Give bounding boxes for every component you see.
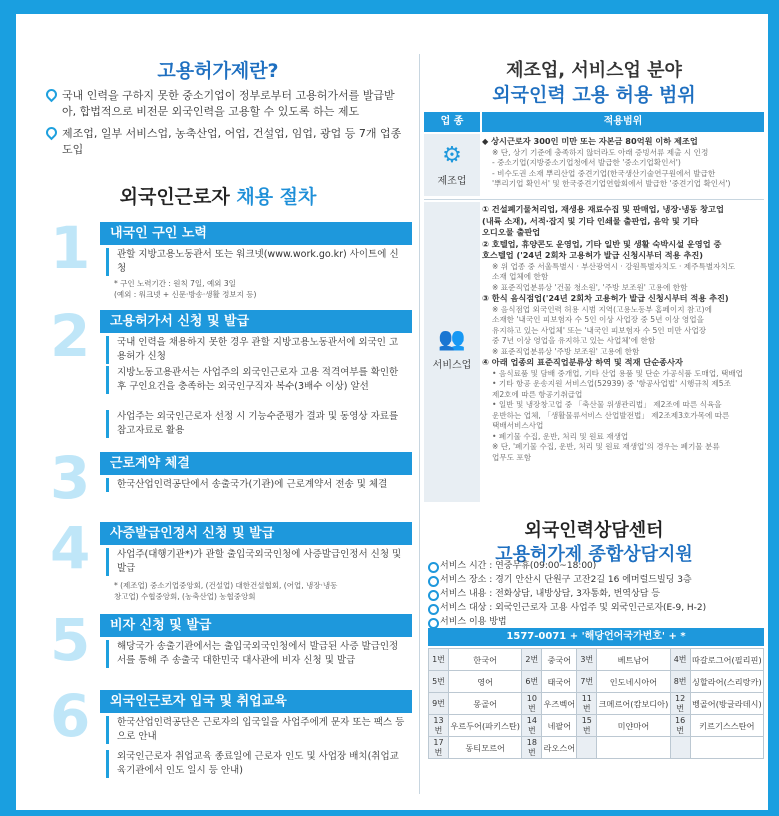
- language-name: 키르기스스탄어: [690, 715, 763, 737]
- service-scope-line: ※ 단, '폐기물 수집, 운반, 처리 및 원료 재생업'의 경우는 폐기물 분류: [492, 442, 720, 451]
- scope-manufacturing: [482, 136, 764, 190]
- language-name: 베트남어: [597, 649, 670, 671]
- language-row: [429, 671, 764, 693]
- language-number: 18번: [522, 737, 542, 759]
- service-usage: 서비스 이용 방법: [428, 615, 764, 629]
- right-panel: [420, 14, 768, 810]
- service-target: 서비스 대상 : 외국인근로자 고용 사업주 및 외국인근로자(E-9, H-2): [428, 601, 764, 615]
- industry-label: 서비스업: [432, 360, 472, 371]
- service-scope-line: 제2호에 따른 항공기취급업: [492, 389, 583, 399]
- language-name: 영어: [449, 671, 522, 693]
- service-scope-line: ③ 한식 음식점업('24년 2회차 고용허가 발급 신청시부터 적용 추진): [482, 293, 729, 303]
- service-scope-line: • 음식료품 및 담배 중개업, 기타 산업 용품 및 단순 가공식품 도매업, 택배업: [492, 368, 744, 378]
- language-name: 미얀마어: [597, 715, 670, 737]
- language-number: 11번: [577, 693, 597, 715]
- service-content: 서비스 내용 : 전화상담, 내방상담, 3자통화, 번역상담 등: [428, 587, 764, 601]
- language-number: 9번: [429, 693, 449, 715]
- location-pin-icon: [44, 125, 60, 141]
- left-panel: [16, 14, 420, 810]
- language-number: 2번: [522, 649, 542, 671]
- step-title: 고용허가서 신청 및 발급: [100, 310, 412, 333]
- scope-title-1: 제조업, 서비스업 분야: [506, 60, 682, 81]
- step-title: 내국인 구인 노력: [100, 222, 412, 245]
- service-scope-line: 호스텔업 ('24년 2회차 고용허가 발급 신청시부터 적용 추진): [482, 250, 704, 260]
- step-6-bullet-1: 한국산업인력공단은 근로자의 입국일을 사업주에게 문자 또는 팩스 등으로 안내: [106, 716, 406, 744]
- language-name: 우르두어(파키스탄): [449, 715, 522, 737]
- language-number: 15번: [577, 715, 597, 737]
- manufacturing-scope-line: - 중소기업(지방중소기업청에서 발급한 '중소기업확인서'): [492, 158, 681, 167]
- language-number: 1번: [429, 649, 449, 671]
- step-number: 4: [50, 514, 91, 582]
- people-icon: 👥: [438, 327, 466, 352]
- step-2-bullet-2: 지방노동고용관서는 사업주의 외국인근로자 고용 적격여부를 확인한 후 구인요건을 충족하는 외국인구직자 복수(3배수 이상) 알선: [106, 366, 406, 394]
- step-1-note-1: * 구인 노력기간 : 원칙 7일, 예외 3일: [114, 279, 236, 288]
- language-name: 중국어: [542, 649, 577, 671]
- step-1-bullet-1: 관할 지방고용노동관서 또는 워크넷(www.work.go.kr) 사이트에 신청: [106, 248, 406, 276]
- center-title-1: 외국인력상담센터: [524, 520, 664, 541]
- language-number: [670, 737, 690, 759]
- intro-item-2: [46, 126, 406, 158]
- language-row: [429, 693, 764, 715]
- step-2-bullet-1: 국내 인력을 채용하지 못한 경우 관할 지방고용노동관서에 외국인 고용허가 신청: [106, 336, 406, 364]
- service-scope-line: (내륙 소재), 서적·잡지 및 기타 인쇄물 출판업, 음악 및 기타: [482, 215, 699, 226]
- language-number: 8번: [670, 671, 690, 693]
- scope-title-2: 외국인력 고용 허용 범위: [492, 84, 696, 106]
- step-1-note-2: (예외 : 워크넷 + 신문·방송·생활 정보지 등): [114, 290, 257, 299]
- language-name: 한국어: [449, 649, 522, 671]
- language-name: 따갈로그어(필리핀): [690, 649, 763, 671]
- step-title: 사증발급인정서 신청 및 발급: [100, 522, 412, 545]
- step-5-bullet-1: 해당국가 송출기관에서는 출입국외국인청에서 발급된 사증 발급인정서를 통해 주 송출국 대한민국 대사관에 비자 신청 및 발급: [106, 640, 406, 668]
- scope-service: [482, 204, 764, 463]
- language-name: 라오스어: [542, 737, 577, 759]
- step-title: 근로계약 체결: [100, 452, 412, 475]
- language-name: 우즈벡어: [542, 693, 577, 715]
- language-name: 크메르어(캄보디아): [597, 693, 670, 715]
- center-title-2: 고용허가제 종합상담지원: [495, 544, 693, 565]
- industry-label: 제조업: [437, 176, 467, 187]
- service-scope-line: ※ 음식점업 외국인력 허용 시범 지역(고용노동부 홈페이지 참고)에: [492, 304, 712, 314]
- service-scope-line: • 일반 및 냉장창고업 중 「축산물 위생관리법」 제2조에 따른 식육을: [492, 400, 722, 409]
- gear-icon: ⚙: [442, 143, 462, 168]
- step-title: 비자 신청 및 발급: [100, 614, 412, 637]
- language-number: 12번: [670, 693, 690, 715]
- service-scope-line: ② 호텔업, 휴양콘도 운영업, 기타 일반 및 생활 숙박시설 운영업 중: [482, 238, 722, 249]
- service-scope-line: 업무도 포함: [492, 452, 532, 462]
- location-pin-icon: [44, 87, 60, 103]
- step-title: 외국인근로자 입국 및 취업교육: [100, 690, 412, 713]
- service-scope-line: 오디오물 출판업: [482, 227, 541, 237]
- language-name: 동티모르어: [449, 737, 522, 759]
- language-row: [429, 715, 764, 737]
- step-number: 5: [50, 606, 91, 674]
- service-scope-line: ※ 표준직업분류상 '주방 보조원' 고용에 한함: [492, 346, 640, 356]
- language-number: 17번: [429, 737, 449, 759]
- language-name: 싱할라어(스리랑카): [690, 671, 763, 693]
- service-scope-line: • 폐기물 수집, 운반, 처리 및 원료 재생업: [492, 431, 629, 441]
- service-hours: 서비스 시간 : 연중무휴(09:00~18:00): [428, 559, 764, 573]
- manufacturing-scope-line: '뿌리기업 확인서' 및 한국중견기업연합회에서 발급한 '중견기업 확인서'): [492, 179, 731, 188]
- what-is-eps-title: 고용허가제란?: [157, 60, 279, 82]
- service-scope-line: • 기타 항공 운송지원 서비스업(52939) 중 '항공사업법' 시행규칙 제5조: [492, 379, 731, 388]
- language-number: 13번: [429, 715, 449, 737]
- step-number: 6: [50, 682, 91, 750]
- step-4-bullet-1: 사업주(대행기관*)가 관할 출입국외국인청에 사증발급인정서 신청 및 발급: [106, 548, 406, 576]
- language-table: [428, 648, 764, 759]
- steps-title-part1: 외국인근로자: [119, 186, 237, 208]
- service-scope-line: 중 7년 이상 영업을 유지하고 있는 사업체'에 한함: [492, 336, 656, 345]
- service-scope-line: 택배서비스사업: [492, 421, 544, 430]
- language-name: 몽골어: [449, 693, 522, 715]
- step-number: 2: [50, 302, 91, 370]
- language-number: 4번: [670, 649, 690, 671]
- service-scope-line: 소재 업체에 한함: [492, 272, 549, 281]
- industry-cell-manufacturing: [424, 134, 480, 196]
- service-scope-line: 유지하고 있는 사업체' 또는 '내국인 피보험자 수 5인 미만 사업장: [492, 325, 707, 335]
- step-number: 1: [50, 214, 91, 282]
- service-scope-line: 소재한 '내국인 피보험자 수 5인 이상 사업장 중 5년 이상 영업을: [492, 315, 704, 324]
- language-number: 14번: [522, 715, 542, 737]
- phone-number-bar: 1577-0071 + '해당언어국가번호' + *: [428, 628, 764, 646]
- table-header-scope: 적용범위: [482, 112, 764, 132]
- step-4-note-2: 창고업) 수협중앙회, (농축산업) 농협중앙회: [114, 592, 256, 601]
- language-name: 태국어: [542, 671, 577, 693]
- step-3-bullet-1: 한국산업인력공단에서 송출국가(기관)에 근로계약서 전송 및 체결: [106, 478, 406, 492]
- language-name: 인도네시아어: [597, 671, 670, 693]
- language-number: 10번: [522, 693, 542, 715]
- hiring-procedure-title: [16, 182, 420, 209]
- language-number: 16번: [670, 715, 690, 737]
- intro-text-1: 국내 인력을 구하지 못한 중소기업이 정부로부터 고용허가서를 발급받아, 합법적으로 비전문 외국인력을 고용할 수 있도록 하는 제도: [62, 89, 395, 118]
- language-row: [429, 649, 764, 671]
- service-scope-line: ※ 표준직업분류상 '건물 청소원', '주방 보조원' 고용에 한함: [492, 282, 688, 292]
- manufacturing-scope-line: ◆ 상시근로자 300인 미만 또는 자본금 80억원 이하 제조업: [482, 136, 698, 146]
- language-name: 벵골어(방글라데시): [690, 693, 763, 715]
- service-scope-line: 운반하는 업체, 「생활물류서비스 산업발전법」 제2조제3호가목에 따른: [492, 410, 730, 420]
- manufacturing-scope-line: - 비수도권 소재 뿌리산업 중견기업(한국생산기술연구원에서 발급한: [492, 168, 716, 178]
- service-location: 서비스 장소 : 경기 안산시 단원구 고잔2길 16 에머럴드빌딩 3층: [428, 573, 764, 587]
- step-4-note-1: * (제조업) 중소기업중앙회, (건설업) 대한건설협회, (어업, 냉장·냉동: [114, 581, 338, 590]
- language-name: 네팔어: [542, 715, 577, 737]
- service-scope-line: ① 건설폐기물처리업, 재생용 재료수집 및 판매업, 냉장·냉동 창고업: [482, 204, 724, 214]
- manufacturing-scope-line: ※ 단, 상기 기준에 충족하지 않더라도 아래 증빙서류 제출 시 인정: [492, 147, 709, 157]
- row-separator: [424, 199, 764, 200]
- language-row: [429, 737, 764, 759]
- language-number: 6번: [522, 671, 542, 693]
- industry-cell-service: [424, 202, 480, 502]
- intro-item-1: [46, 88, 406, 120]
- language-number: 5번: [429, 671, 449, 693]
- language-number: 7번: [577, 671, 597, 693]
- steps-title-part2: 채용 절차: [236, 186, 317, 208]
- service-scope-line: ④ 아래 업종의 표준직업분류상 하역 및 적재 단순종사자: [482, 357, 683, 367]
- step-number: 3: [50, 444, 91, 512]
- brochure-page: [16, 14, 768, 810]
- intro-text-2: 제조업, 일부 서비스업, 농축산업, 어업, 건설업, 임업, 광업 등 7개 업종 도입: [62, 127, 402, 156]
- language-name: [597, 737, 670, 759]
- language-number: 3번: [577, 649, 597, 671]
- service-scope-line: ※ 위 업종 중 서울특별시 · 부산광역시 · 강원특별자치도 · 제주특별자치도: [492, 261, 736, 271]
- language-number: [577, 737, 597, 759]
- language-name: [690, 737, 763, 759]
- step-2-bullet-3: 사업주는 외국인근로자 선정 시 기능수준평가 결과 및 동영상 자료를 참고자료로 활용: [106, 410, 406, 438]
- table-header-industry: 업 종: [424, 112, 480, 132]
- step-6-bullet-2: 외국인근로자 취업교육 종료일에 근로자 인도 및 사업장 배치(취업교육기관에서 인도 일시 등 안내): [106, 750, 406, 778]
